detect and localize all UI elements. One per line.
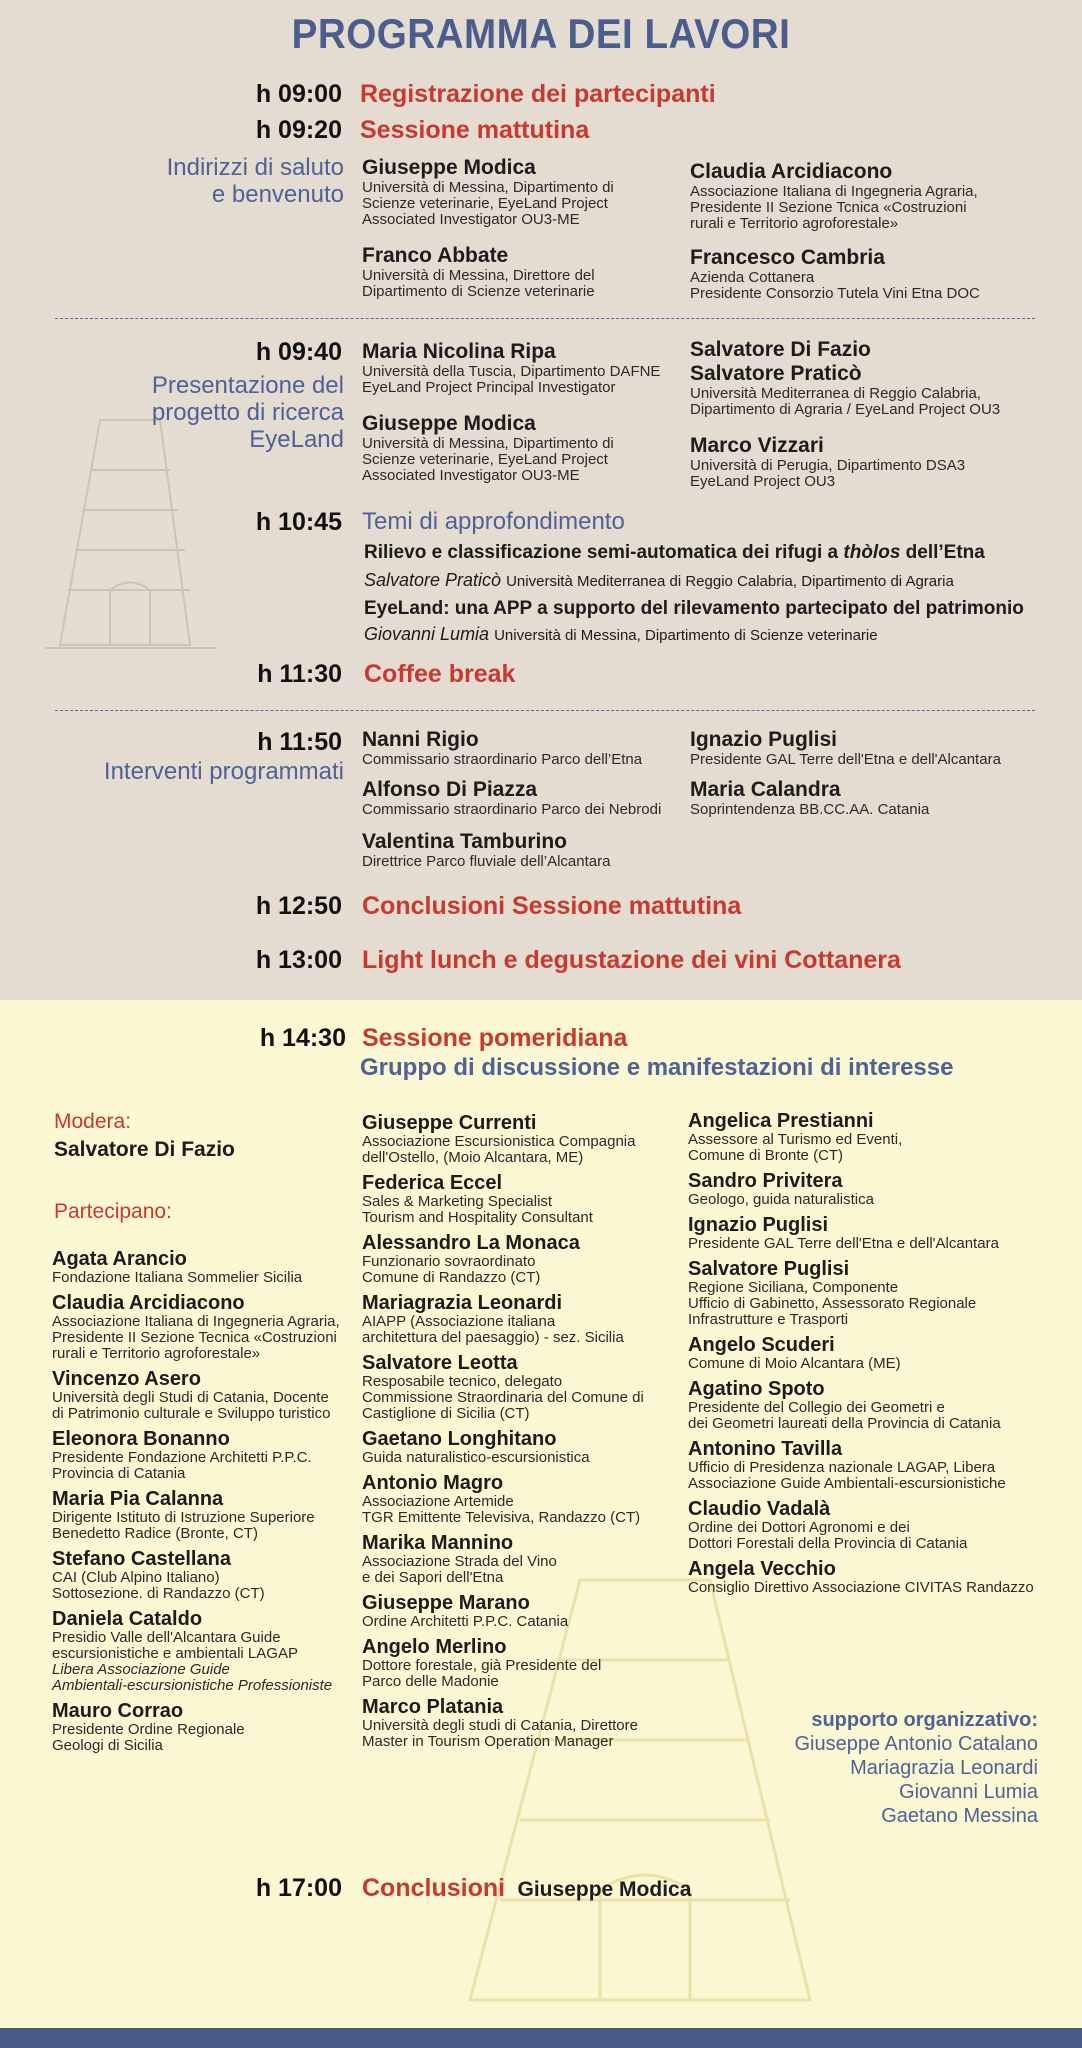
participant: Giuseppe Currenti Associazione Escursionistica Compagnia dell'Ostello, (Moio Alcantara, ME) — [362, 1112, 636, 1166]
time-1300: h 13:00 — [255, 946, 342, 974]
participant: Daniela Cataldo Presidio Valle dell'Alcantara Guide escursionistiche e ambientali LAGAP Libera Associazione Guide Ambientali-escursionistiche Professioniste — [52, 1608, 333, 1694]
time-1150: h 11:50 — [257, 728, 342, 756]
speaker-block: Giuseppe Modica Università di Messina, Dipartimento di Scienze veterinarie, EyeLand Project Associated Investigator OU3-ME — [362, 412, 614, 484]
welcome-label: Indirizzi di saluto e benvenuto — [166, 154, 344, 208]
participant: Agata Arancio Fondazione Italiana Sommelier Sicilia — [52, 1248, 303, 1286]
discussion-label: Gruppo di discussione e manifestazioni di interesse — [360, 1054, 954, 1081]
participant: Mauro Corrao Presidente Ordine Regionale Geologi di Sicilia — [52, 1700, 245, 1754]
participant: Maria Pia Calanna Dirigente Istituto di Istruzione Superiore Benedetto Radice (Bronte, CT) — [52, 1488, 315, 1542]
speaker-block: Giuseppe Modica Università di Messina, Dipartimento di Scienze veterinarie, EyeLand Project Associated Investigator OU3-ME — [362, 156, 614, 228]
participants-label: Partecipano: — [54, 1200, 172, 1223]
speaker-block: Salvatore Di Fazio Salvatore Praticò Università Mediterranea di Reggio Calabria, Dipartimento di Agraria / EyeLand Project OU3 — [690, 338, 1001, 418]
speaker-block: Nanni Rigio Commissario straordinario Parco dell’Etna — [362, 728, 643, 768]
topic-speaker: Salvatore Praticò Università Mediterranea di Reggio Calabria, Dipartimento di Agraria — [364, 570, 954, 590]
participant: Marika Mannino Associazione Strada del Vino e dei Sapori dell'Etna — [362, 1532, 557, 1586]
time-0900: h 09:00 — [255, 80, 342, 108]
time-1430: h 14:30 — [259, 1024, 346, 1052]
participant: Claudio Vadalà Ordine dei Dottori Agronomi e dei Dottori Forestali della Provincia di Catania — [688, 1498, 968, 1552]
lunch-label: Light lunch e degustazione dei vini Cottanera — [362, 946, 901, 974]
participants-column-2 — [362, 1112, 682, 1756]
conclusions-morning-label: Conclusioni Sessione mattutina — [362, 892, 742, 920]
topic-title: EyeLand: una APP a supporto del rilevamento partecipato del patrimonio — [364, 598, 1024, 619]
organizational-support: supporto organizzativo: Giuseppe Antonio Catalano Mariagrazia Leonardi Giovanni Lumia Gaetano Messina — [794, 1709, 1038, 1827]
coffee-break-label: Coffee break — [364, 660, 516, 688]
participant: Claudia Arcidiacono Associazione Italiana di Ingegneria Agraria, Presidente II Sezione Tecnica «Costruzioni rurali e Territorio agroforestale» — [52, 1292, 340, 1362]
participant: Angela Vecchio Consiglio Direttivo Associazione CIVITAS Randazzo — [688, 1558, 1034, 1596]
registration-label: Registrazione dei partecipanti — [360, 80, 716, 108]
participant: Salvatore Puglisi Regione Siciliana, Componente Ufficio di Gabinetto, Assessorato Regionale Infrastrutture e Trasporti — [688, 1258, 977, 1328]
topics-label: Temi di approfondimento — [362, 508, 625, 535]
morning-session-label: Sessione mattutina — [360, 116, 590, 144]
participant: Antonio Magro Associazione Artemide TGR Emittente Televisiva, Randazzo (CT) — [362, 1472, 641, 1526]
time-1700: h 17:00 — [255, 1874, 342, 1902]
participant: Angelo Scuderi Comune di Moio Alcantara (ME) — [688, 1334, 901, 1372]
footer-bar — [0, 2028, 1082, 2048]
participant: Giuseppe Marano Ordine Architetti P.P.C. Catania — [362, 1592, 569, 1630]
interventi-label: Interventi programmati — [103, 758, 344, 785]
participant: Federica Eccel Sales & Marketing Specialist Tourism and Hospitality Consultant — [362, 1172, 593, 1226]
time-1130: h 11:30 — [257, 660, 342, 688]
participant: Stefano Castellana CAI (Club Alpino Italiano) Sottosezione. di Randazzo (CT) — [52, 1548, 265, 1602]
speaker-block: Marco Vizzari Università di Perugia, Dipartimento DSA3 EyeLand Project OU3 — [690, 434, 966, 490]
speaker-block: Claudia Arcidiacono Associazione Italiana di Ingegneria Agraria, Presidente II Sezione Tcnica «Costruzioni rurali e Territorio agroforestale» — [690, 160, 978, 232]
divider — [55, 318, 1035, 319]
participant: Agatino Spoto Presidente del Collegio dei Geometri e dei Geometri laureati della Provincia di Catania — [688, 1378, 1001, 1432]
time-1045: h 10:45 — [255, 508, 342, 536]
speaker-block: Maria Nicolina Ripa Università della Tuscia, Dipartimento DAFNE EyeLand Project Principal Investigator — [362, 340, 661, 396]
participant: Marco Platania Università degli studi di Catania, Direttore Master in Tourism Operation Manager — [362, 1696, 638, 1750]
time-1250: h 12:50 — [255, 892, 342, 920]
participant: Alessandro La Monaca Funzionario sovraordinato Comune di Randazzo (CT) — [362, 1232, 580, 1286]
time-0940: h 09:40 — [255, 338, 342, 366]
afternoon-session-label: Sessione pomeridiana — [362, 1024, 628, 1052]
speaker-block: Alfonso Di Piazza Commissario straordinario Parco dei Nebrodi — [362, 778, 662, 818]
participant: Sandro Privitera Geologo, guida naturalistica — [688, 1170, 874, 1208]
final-conclusions: Conclusioni Giuseppe Modica — [362, 1874, 692, 1902]
moderator-label: Modera: — [54, 1110, 132, 1133]
page-title: PROGRAMMA DEI LAVORI — [291, 10, 791, 57]
participant: Gaetano Longhitano Guida naturalistico-escursionistica — [362, 1428, 590, 1466]
speaker-block: Maria Calandra Soprintendenza BB.CC.AA. Catania — [690, 778, 930, 818]
speaker-block: Francesco Cambria Azienda Cottanera Presidente Consorzio Tutela Vini Etna DOC — [690, 246, 980, 302]
participant: Angelo Merlino Dottore forestale, già Presidente del Parco delle Madonie — [362, 1636, 602, 1690]
participant: Antonino Tavilla Ufficio di Presidenza nazionale LAGAP, Libera Associazione Guide Ambientali-escursionistiche — [688, 1438, 1006, 1492]
participant: Mariagrazia Leonardi AIAPP (Associazione italiana architettura del paesaggio) - sez. Sicilia — [362, 1292, 624, 1346]
time-0920: h 09:20 — [255, 116, 342, 144]
participant: Angelica Prestianni Assessore al Turismo ed Eventi, Comune di Bronte (CT) — [688, 1110, 903, 1164]
participants-column-3 — [688, 1110, 1058, 1602]
moderator-name: Salvatore Di Fazio — [54, 1138, 235, 1161]
divider — [55, 710, 1035, 711]
speaker-block: Ignazio Puglisi Presidente GAL Terre dell'Etna e dell'Alcantara — [690, 728, 1001, 768]
topic-title: Rilievo e classificazione semi-automatica dei rifugi a thòlos dell’Etna — [364, 542, 985, 563]
participants-column-1 — [52, 1248, 372, 1760]
participant: Vincenzo Asero Università degli Studi di Catania, Docente di Patrimonio culturale e Sviluppo turistico — [52, 1368, 331, 1422]
topic-speaker: Giovanni Lumia Università di Messina, Dipartimento di Scienze veterinarie — [364, 624, 878, 644]
speaker-block: Franco Abbate Università di Messina, Direttore del Dipartimento di Scienze veterinarie — [362, 244, 595, 300]
project-label: Presentazione del progetto di ricerca EyeLand — [151, 372, 344, 453]
participant: Ignazio Puglisi Presidente GAL Terre dell'Etna e dell'Alcantara — [688, 1214, 999, 1252]
participant: Salvatore Leotta Resposabile tecnico, delegato Commissione Straordinaria del Comune di Castiglione di Sicilia (CT) — [362, 1352, 644, 1422]
speaker-block: Valentina Tamburino Direttrice Parco fluviale dell’Alcantara — [362, 830, 611, 870]
participant: Eleonora Bonanno Presidente Fondazione Architetti P.P.C. Provincia di Catania — [52, 1428, 312, 1482]
